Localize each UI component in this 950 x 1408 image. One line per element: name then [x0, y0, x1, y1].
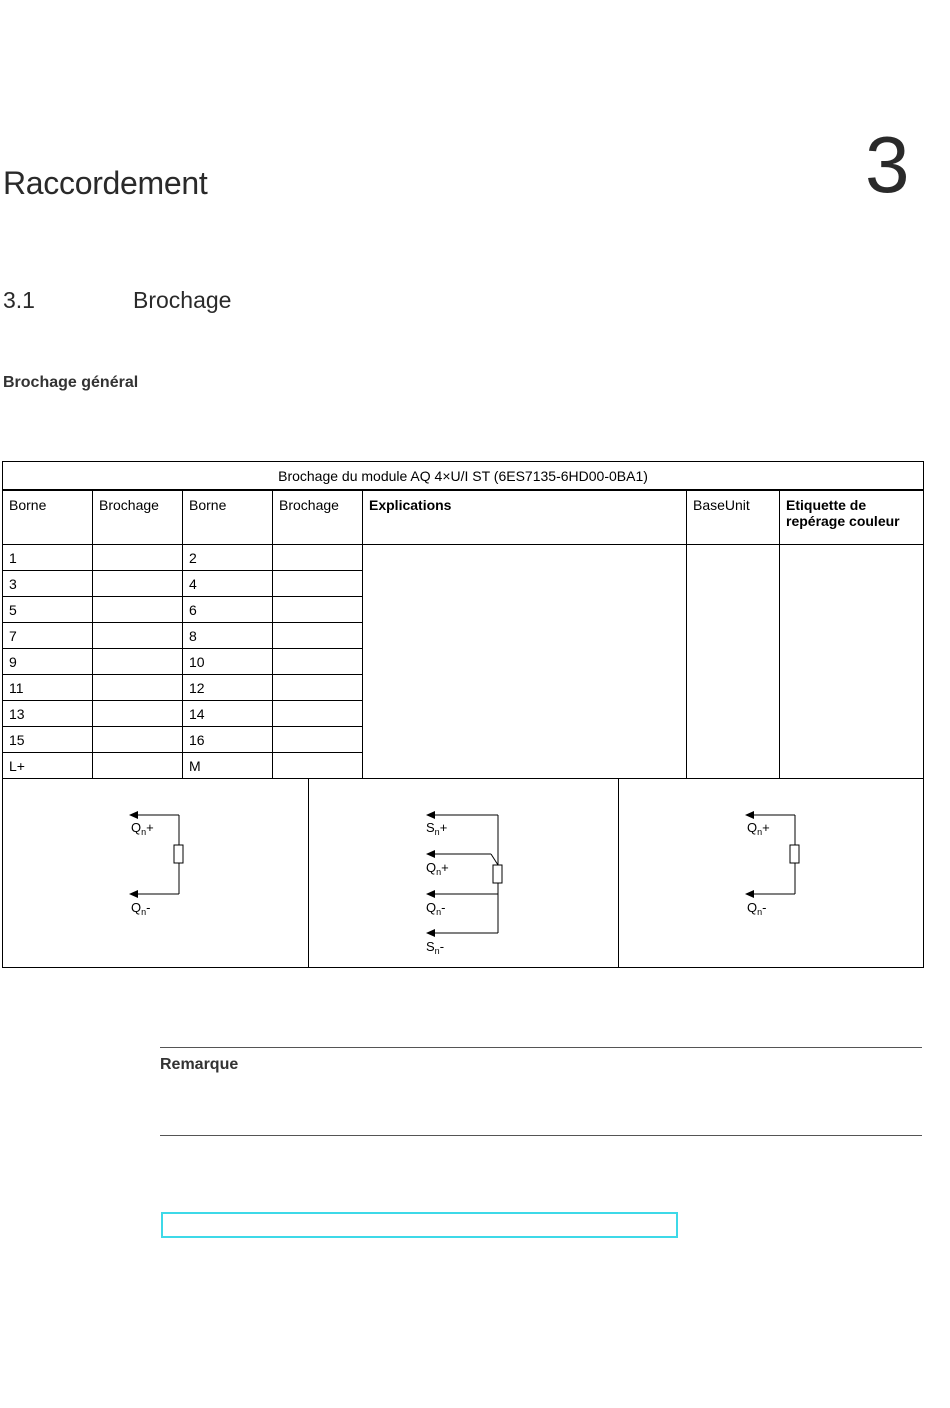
baseunit-cell — [687, 545, 780, 779]
note-title: Remarque — [160, 1056, 239, 1073]
borne-left: 3 — [3, 571, 93, 597]
two-wire-circuit-icon — [3, 779, 308, 967]
four-wire-circuit-icon — [309, 779, 618, 967]
wiring-diagram-4wire — [309, 779, 619, 967]
etiquette-cell — [780, 545, 924, 779]
header-explications: Explications — [363, 490, 687, 545]
chapter-title: Raccordement — [3, 165, 208, 201]
brochage-right — [273, 597, 363, 623]
brochage-right — [273, 727, 363, 753]
borne-left: 7 — [3, 623, 93, 649]
brochage-right — [273, 701, 363, 727]
wiring-diagram-2wire-right — [619, 779, 924, 967]
borne-left: 13 — [3, 701, 93, 727]
two-wire-circuit-icon — [619, 779, 924, 967]
borne-left: 9 — [3, 649, 93, 675]
borne-left: 11 — [3, 675, 93, 701]
brochage-left — [93, 701, 183, 727]
borne-right: 8 — [183, 623, 273, 649]
brochage-right — [273, 623, 363, 649]
brochage-left — [93, 597, 183, 623]
brochage-left — [93, 571, 183, 597]
brochage-left — [93, 753, 183, 779]
borne-right: 6 — [183, 597, 273, 623]
borne-left: 1 — [3, 545, 93, 571]
borne-left: 5 — [3, 597, 93, 623]
s-minus-label: $S_n-$ — [426, 939, 445, 956]
table-caption: Brochage du module AQ 4×U/I ST (6ES7135-6HD00-0BA1) — [3, 462, 924, 491]
header-baseunit: BaseUnit — [687, 490, 780, 545]
q-plus-label: $Q_n+$ — [131, 820, 154, 837]
table-row — [3, 545, 924, 571]
q-plus-label: $Q_n+$ — [426, 860, 449, 877]
q-minus-label: $Q_n-$ — [747, 900, 767, 917]
q-minus-label: $Q_n-$ — [426, 900, 446, 917]
header-borne-1: Borne — [3, 490, 93, 545]
note-bottom-rule — [160, 1135, 922, 1136]
borne-left: L+ — [3, 753, 93, 779]
header-brochage-2: Brochage — [273, 490, 363, 545]
explications-cell — [363, 545, 687, 779]
brochage-left — [93, 675, 183, 701]
q-minus-label: $Q_n-$ — [131, 900, 151, 917]
diagram-row — [3, 779, 924, 968]
brochage-right — [273, 545, 363, 571]
brochage-left — [93, 727, 183, 753]
borne-right: 16 — [183, 727, 273, 753]
subheading: Brochage général — [3, 374, 139, 391]
header-etiquette: Etiquette de repérage couleur — [780, 490, 924, 545]
s-plus-label: $S_n+$ — [426, 820, 448, 837]
borne-right: 4 — [183, 571, 273, 597]
borne-right: 2 — [183, 545, 273, 571]
brochage-right — [273, 571, 363, 597]
note-top-rule — [160, 1047, 922, 1048]
brochage-right — [273, 649, 363, 675]
brochage-left — [93, 545, 183, 571]
brochage-left — [93, 649, 183, 675]
borne-right: 10 — [183, 649, 273, 675]
borne-right: 14 — [183, 701, 273, 727]
borne-right: M — [183, 753, 273, 779]
borne-right: 12 — [183, 675, 273, 701]
pinout-table — [2, 461, 924, 968]
brochage-right — [273, 675, 363, 701]
wiring-diagram-2wire-left — [3, 779, 309, 967]
highlight-box — [161, 1212, 678, 1238]
header-brochage-1: Brochage — [93, 490, 183, 545]
borne-left: 15 — [3, 727, 93, 753]
chapter-number: 3 — [865, 120, 910, 209]
q-plus-label: $Q_n+$ — [747, 820, 770, 837]
header-borne-2: Borne — [183, 490, 273, 545]
section-number: 3.1 — [3, 287, 35, 313]
section-title: Brochage — [133, 287, 232, 313]
brochage-right — [273, 753, 363, 779]
brochage-left — [93, 623, 183, 649]
